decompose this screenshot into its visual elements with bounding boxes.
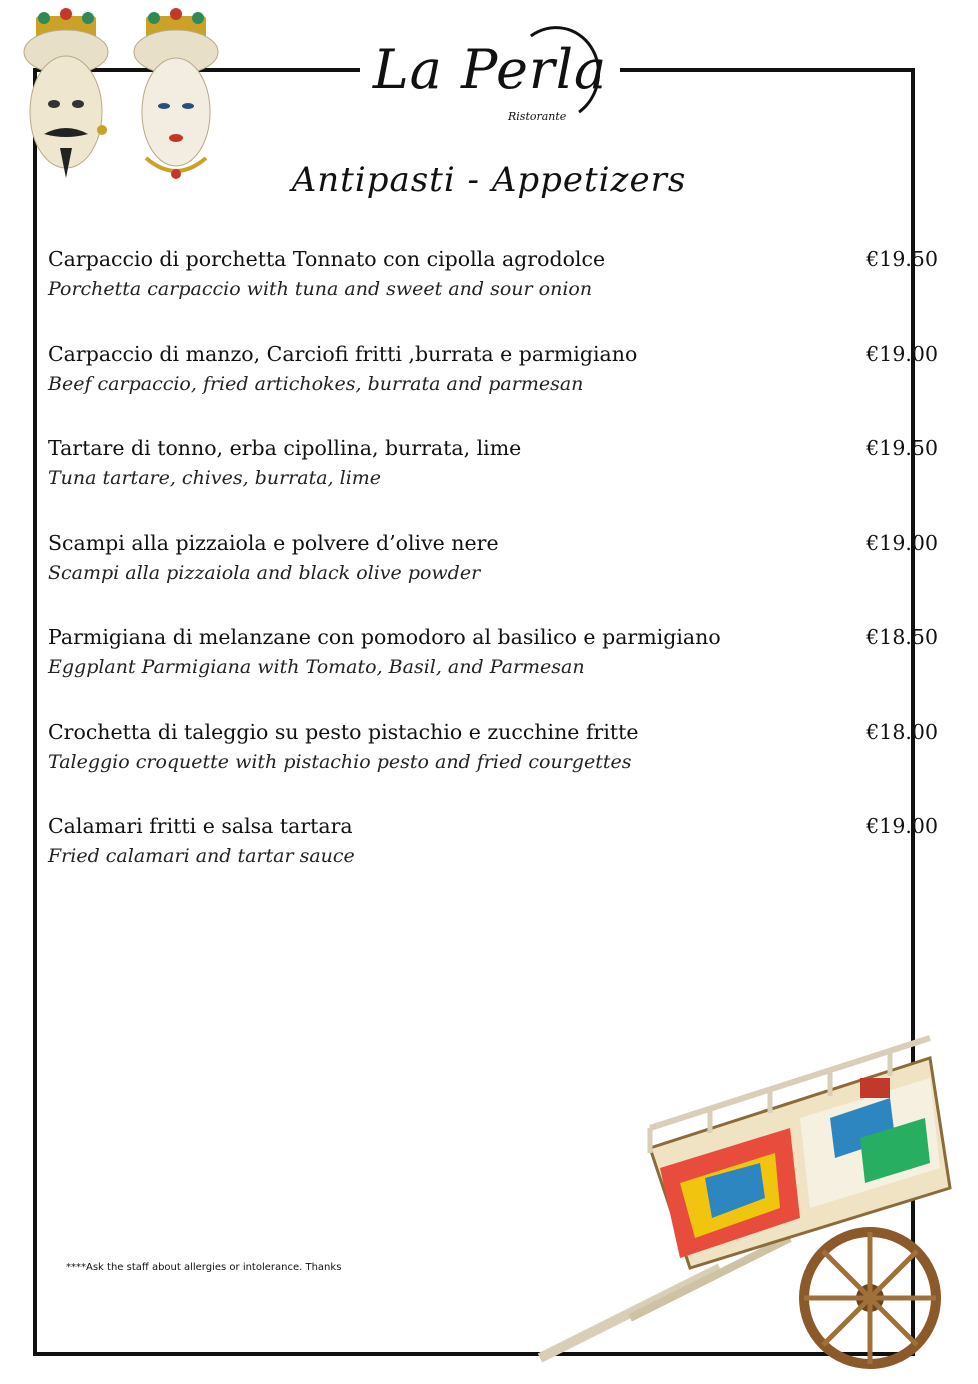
menu-item	[48, 717, 938, 812]
item-name: Scampi alla pizzaiola e polvere d’olive nere	[48, 530, 499, 555]
item-name: Parmigiana di melanzane con pomodoro al basilico e parmigiano	[48, 625, 721, 649]
item-price: €19.00	[866, 814, 938, 838]
menu-item	[48, 244, 938, 339]
menu-list	[48, 244, 938, 906]
menu-item	[48, 339, 938, 434]
item-name: Calamari fritti e salsa tartara	[48, 814, 353, 838]
section-title: Antipasti - Appetizers	[291, 160, 687, 200]
allergy-note: ****Ask the staff about allergies or intolerance. Thanks	[66, 1262, 342, 1273]
menu-item	[48, 622, 938, 717]
menu-item	[48, 811, 938, 906]
menu-item	[48, 433, 938, 528]
item-description: Beef carpaccio, fried artichokes, burrata and parmesan	[48, 372, 584, 395]
item-price: €19.00	[866, 530, 938, 555]
item-name: Tartare di tonno, erba cipollina, burrata, lime	[48, 436, 522, 460]
logo-title: La Perla	[372, 38, 608, 101]
restaurant-logo	[360, 18, 620, 128]
item-description: Eggplant Parmigiana with Tomato, Basil, and Parmesan	[48, 656, 585, 678]
item-price: €18.50	[866, 625, 938, 649]
item-price: €19.50	[866, 436, 938, 460]
item-description: Fried calamari and tartar sauce	[48, 845, 355, 867]
logo-subtitle: Ristorante	[508, 110, 567, 123]
menu-item	[48, 528, 938, 623]
item-price: €18.00	[866, 719, 938, 744]
item-price: €19.50	[866, 247, 938, 271]
item-description: Scampi alla pizzaiola and black olive powder	[48, 561, 481, 584]
item-price: €19.00	[866, 341, 938, 366]
item-name: Carpaccio di porchetta Tonnato con cipolla agrodolce	[48, 247, 606, 271]
item-name: Carpaccio di manzo, Carciofi fritti ,burrata e parmigiano	[48, 341, 638, 366]
item-description: Taleggio croquette with pistachio pesto and fried courgettes	[48, 750, 632, 773]
item-description: Porchetta carpaccio with tuna and sweet and sour onion	[48, 278, 593, 300]
item-name: Crochetta di taleggio su pesto pistachio e zucchine fritte	[48, 719, 639, 744]
item-description: Tuna tartare, chives, burrata, lime	[48, 467, 382, 489]
sicilian-cart-illustration	[530, 1018, 978, 1370]
